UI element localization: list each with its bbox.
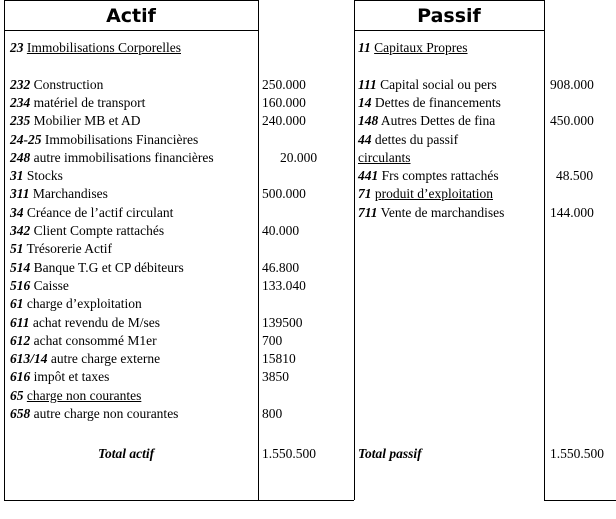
account-code: 441 [358, 168, 379, 183]
actif-row [10, 204, 173, 222]
actif-row [10, 112, 141, 130]
actif-row [10, 149, 214, 167]
account-label: Stocks [26, 168, 63, 183]
account-label: Frs comptes rattachés [381, 168, 499, 183]
actif-row [10, 39, 181, 57]
account-label: Client Compte rattachés [33, 223, 165, 238]
account-label: Immobilisations Corporelles [26, 40, 181, 55]
account-amount: 160.000 [262, 95, 306, 110]
actif-row [10, 76, 103, 94]
account-code: 342 [10, 223, 31, 238]
account-amount: 46.800 [262, 260, 300, 275]
actif-header: Actif [106, 5, 156, 27]
account-amount: 133.040 [262, 278, 306, 293]
account-code: 711 [358, 205, 378, 220]
passif-row [358, 204, 504, 222]
actif-row [10, 405, 178, 423]
account-label: Dettes de financements [374, 95, 501, 110]
account-code: 51 [10, 241, 24, 256]
actif-row [10, 167, 63, 185]
account-amount: 40.000 [262, 223, 300, 238]
actif-row [10, 314, 160, 332]
account-label: achat consommé M1er [33, 333, 157, 348]
account-label: Autres Dettes de fina [380, 113, 496, 128]
account-label: autre charge non courantes [33, 406, 179, 421]
account-label: autre charge externe [50, 351, 161, 366]
account-amount: 500.000 [262, 186, 306, 201]
account-label: Mobilier MB et AD [33, 113, 141, 128]
left-border [4, 0, 5, 500]
account-amount: 908.000 [550, 77, 594, 92]
account-label: produit d’exploitation [374, 186, 493, 201]
actif-row [10, 259, 184, 277]
passif-amount-divider [544, 0, 545, 500]
account-code: 65 [10, 388, 24, 403]
actif-row [10, 368, 109, 386]
account-label: Banque T.G et CP débiteurs [33, 260, 184, 275]
account-label: Capitaux Propres [374, 40, 468, 55]
total-actif-label: Total actif [98, 446, 155, 461]
account-code: 235 [10, 113, 31, 128]
account-code: 616 [10, 369, 31, 384]
passif-row [358, 39, 468, 57]
total-actif-amount: 1.550.500 [262, 446, 316, 461]
account-label: matériel de transport [33, 95, 146, 110]
actif-row [10, 277, 69, 295]
account-code: 111 [358, 77, 377, 92]
account-label: dettes du passif [374, 132, 459, 147]
account-code: 61 [10, 296, 24, 311]
account-code: 24-25 [10, 132, 42, 147]
account-code: 516 [10, 278, 31, 293]
passif-row [358, 149, 410, 167]
actif-row [10, 131, 198, 149]
account-code: 311 [10, 186, 30, 201]
account-label: Immobilisations Financières [44, 132, 199, 147]
total-passif-amount: 1.550.500 [550, 446, 604, 461]
passif-header-bottom-line [354, 30, 544, 31]
passif-row [358, 76, 497, 94]
actif-amount-divider [258, 0, 259, 500]
passif-row [358, 185, 493, 203]
actif-bottom-line [4, 500, 354, 501]
account-code: 612 [10, 333, 31, 348]
actif-row [10, 94, 145, 112]
actif-header-bottom-line [4, 30, 258, 31]
account-amount: 450.000 [550, 113, 594, 128]
account-label: circulants [358, 150, 411, 165]
account-label: achat revendu de M/ses [32, 315, 160, 330]
center-divider [354, 0, 355, 500]
account-amount: 240.000 [262, 113, 306, 128]
passif-bottom-line [544, 500, 616, 501]
account-amount: 20.000 [280, 150, 318, 165]
account-code: 232 [10, 77, 31, 92]
account-code: 23 [10, 40, 24, 55]
account-label: charge non courantes [26, 388, 142, 403]
passif-row [358, 112, 495, 130]
passif-row [358, 167, 499, 185]
account-label: Caisse [33, 278, 69, 293]
account-code: 11 [358, 40, 371, 55]
account-label: impôt et taxes [33, 369, 110, 384]
account-label: Marchandises [32, 186, 108, 201]
account-code: 514 [10, 260, 31, 275]
account-code: 148 [358, 113, 379, 128]
account-label: Trésorerie Actif [26, 241, 112, 256]
passif-header: Passif [417, 5, 481, 27]
account-label: Créance de l’actif circulant [26, 205, 174, 220]
account-amount: 700 [262, 333, 283, 348]
account-code: 31 [10, 168, 24, 183]
account-amount: 144.000 [550, 205, 594, 220]
passif-header-top-line [354, 0, 544, 1]
account-code: 34 [10, 205, 24, 220]
account-code: 44 [358, 132, 372, 147]
account-label: Vente de marchandises [380, 205, 505, 220]
actif-row [10, 350, 160, 368]
account-amount: 48.500 [556, 168, 594, 183]
actif-header-top-line [4, 0, 258, 1]
account-code: 248 [10, 150, 31, 165]
account-amount: 800 [262, 406, 283, 421]
account-code: 71 [358, 186, 372, 201]
account-code: 658 [10, 406, 31, 421]
actif-row [10, 222, 164, 240]
account-code: 613/14 [10, 351, 48, 366]
total-passif-label: Total passif [358, 446, 422, 461]
account-amount: 3850 [262, 369, 289, 384]
passif-row [358, 131, 458, 149]
actif-row [10, 240, 112, 258]
account-label: charge d’exploitation [26, 296, 142, 311]
account-label: autre immobilisations financières [33, 150, 214, 165]
account-code: 611 [10, 315, 30, 330]
account-code: 234 [10, 95, 31, 110]
actif-row [10, 295, 142, 313]
account-label: Capital social ou pers [380, 77, 497, 92]
actif-row [10, 185, 108, 203]
account-code: 14 [358, 95, 372, 110]
account-amount: 250.000 [262, 77, 306, 92]
account-amount: 15810 [262, 351, 296, 366]
account-amount: 139500 [262, 315, 303, 330]
actif-row [10, 332, 157, 350]
actif-row [10, 387, 141, 405]
passif-row [358, 94, 501, 112]
account-label: Construction [33, 77, 104, 92]
